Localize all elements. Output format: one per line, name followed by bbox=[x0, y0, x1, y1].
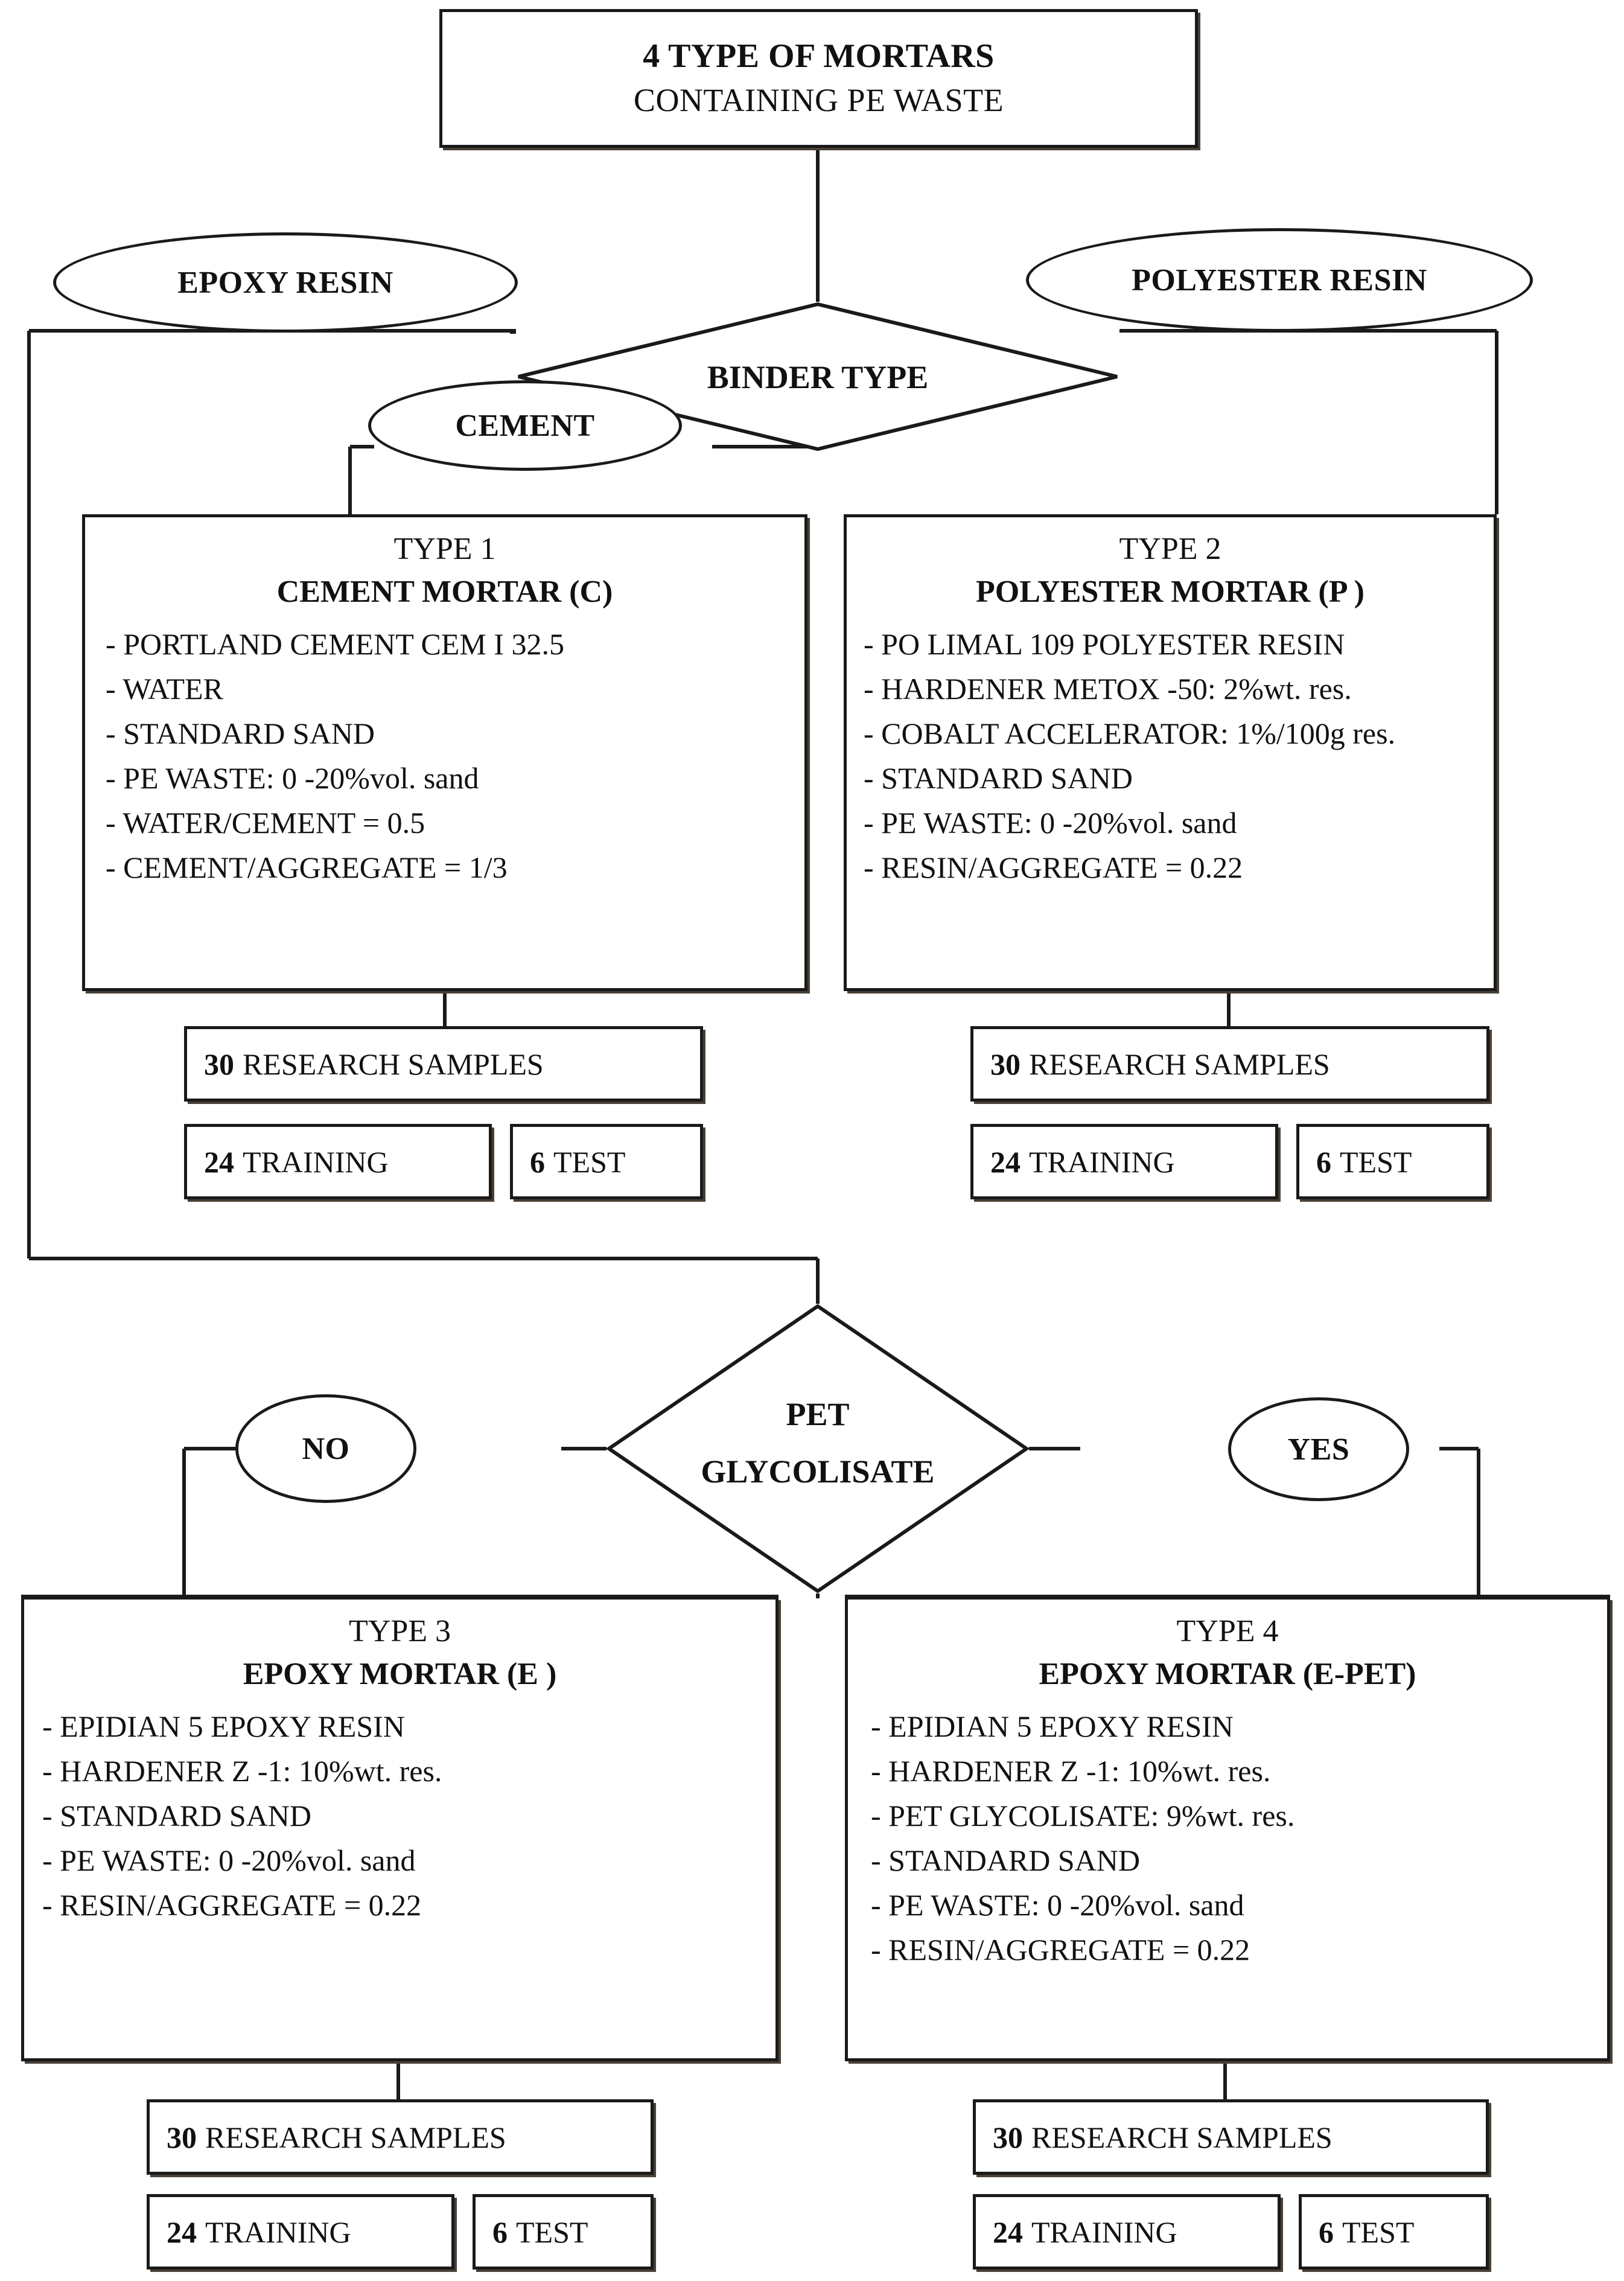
type-2-heading: TYPE 2 bbox=[1119, 532, 1221, 566]
option-no[interactable] bbox=[235, 1394, 416, 1503]
type-4-item-list bbox=[848, 1704, 1607, 1972]
list-item: - PO LIMAL 109 POLYESTER RESIN bbox=[864, 627, 1345, 661]
type-1-heading: TYPE 1 bbox=[393, 532, 496, 566]
decision-pet-label-line-1: PET bbox=[786, 1396, 850, 1432]
type-3-test-label: TEST bbox=[516, 2215, 588, 2249]
type-1-panel bbox=[82, 514, 807, 991]
option-polyester-resin-label: POLYESTER RESIN bbox=[1132, 263, 1427, 298]
type-4-panel bbox=[845, 1597, 1610, 2061]
decision-pet-glycolisate bbox=[607, 1304, 1029, 1594]
list-item: - STANDARD SAND bbox=[42, 1798, 312, 1833]
option-cement-label: CEMENT bbox=[455, 408, 595, 443]
type-4-samples-label: RESEARCH SAMPLES bbox=[1031, 2120, 1333, 2154]
type-3-item-list bbox=[24, 1704, 775, 1927]
list-item: - HARDENER Z -1: 10%wt. res. bbox=[871, 1753, 1271, 1788]
type-1-training-box bbox=[184, 1124, 492, 1199]
type-3-test-box bbox=[473, 2194, 654, 2270]
type-3-training-box bbox=[147, 2194, 454, 2270]
list-item: - RESIN/AGGREGATE = 0.22 bbox=[871, 1932, 1250, 1967]
type-4-name: EPOXY MORTAR (E-PET) bbox=[1039, 1657, 1416, 1692]
type-4-training-label: TRAINING bbox=[1031, 2215, 1177, 2249]
list-item: - PET GLYCOLISATE: 9%wt. res. bbox=[871, 1798, 1295, 1833]
list-item: - PE WASTE: 0 -20%vol. sand bbox=[864, 805, 1237, 840]
type-2-item-list bbox=[847, 622, 1494, 890]
title-line-1: 4 TYPE OF MORTARS bbox=[643, 37, 995, 75]
type-1-samples-count: 30 bbox=[204, 1047, 234, 1081]
type-1-item-list bbox=[85, 622, 804, 890]
decision-binder-type-label: BINDER TYPE bbox=[707, 359, 929, 395]
option-yes-label: YES bbox=[1287, 1432, 1350, 1467]
title-box bbox=[439, 9, 1198, 148]
option-epoxy-resin-label: EPOXY RESIN bbox=[177, 265, 393, 300]
type-2-panel bbox=[844, 514, 1497, 991]
list-item: - PORTLAND CEMENT CEM I 32.5 bbox=[106, 627, 564, 661]
type-2-test-box bbox=[1296, 1124, 1489, 1199]
type-1-training-count: 24 bbox=[204, 1144, 234, 1179]
list-item: - EPIDIAN 5 EPOXY RESIN bbox=[42, 1709, 405, 1743]
type-3-samples-label: RESEARCH SAMPLES bbox=[205, 2120, 506, 2154]
list-item: - PE WASTE: 0 -20%vol. sand bbox=[42, 1843, 416, 1877]
type-2-test-count: 6 bbox=[1316, 1144, 1331, 1179]
type-1-test-label: TEST bbox=[553, 1144, 626, 1179]
option-polyester-resin[interactable] bbox=[1026, 228, 1533, 332]
option-no-label: NO bbox=[302, 1431, 350, 1466]
option-epoxy-resin[interactable] bbox=[53, 232, 518, 333]
type-2-samples-box bbox=[970, 1026, 1489, 1102]
type-3-samples-box bbox=[147, 2099, 654, 2175]
list-item: - STANDARD SAND bbox=[106, 716, 375, 750]
type-4-test-label: TEST bbox=[1342, 2215, 1415, 2249]
type-3-training-label: TRAINING bbox=[205, 2215, 351, 2249]
type-4-training-count: 24 bbox=[993, 2215, 1023, 2249]
type-3-heading: TYPE 3 bbox=[349, 1614, 451, 1648]
type-4-samples-count: 30 bbox=[993, 2120, 1023, 2154]
list-item: - WATER bbox=[106, 671, 223, 706]
type-4-samples-box bbox=[973, 2099, 1489, 2175]
type-3-panel bbox=[21, 1597, 779, 2061]
type-4-test-box bbox=[1299, 2194, 1489, 2270]
list-item: - WATER/CEMENT = 0.5 bbox=[106, 805, 425, 840]
type-1-name: CEMENT MORTAR (C) bbox=[276, 575, 613, 610]
type-2-test-label: TEST bbox=[1340, 1144, 1412, 1179]
type-1-test-count: 6 bbox=[530, 1144, 545, 1179]
list-item: - PE WASTE: 0 -20%vol. sand bbox=[871, 1887, 1244, 1922]
list-item: - STANDARD SAND bbox=[871, 1843, 1141, 1877]
type-2-name: POLYESTER MORTAR (P ) bbox=[976, 575, 1364, 610]
list-item: - STANDARD SAND bbox=[864, 761, 1133, 795]
decision-pet-label-line-2: GLYCOLISATE bbox=[701, 1453, 935, 1490]
type-3-training-count: 24 bbox=[167, 2215, 197, 2249]
type-4-heading: TYPE 4 bbox=[1176, 1614, 1279, 1648]
list-item: - EPIDIAN 5 EPOXY RESIN bbox=[871, 1709, 1234, 1743]
type-1-training-label: TRAINING bbox=[243, 1144, 389, 1179]
type-3-samples-count: 30 bbox=[167, 2120, 197, 2154]
type-2-training-box bbox=[970, 1124, 1278, 1199]
list-item: - RESIN/AGGREGATE = 0.22 bbox=[42, 1887, 422, 1922]
type-1-samples-box bbox=[184, 1026, 703, 1102]
list-item: - RESIN/AGGREGATE = 0.22 bbox=[864, 850, 1243, 884]
type-4-training-box bbox=[973, 2194, 1281, 2270]
type-3-test-count: 6 bbox=[492, 2215, 508, 2249]
type-4-test-count: 6 bbox=[1319, 2215, 1334, 2249]
type-1-samples-label: RESEARCH SAMPLES bbox=[243, 1047, 544, 1081]
type-2-training-count: 24 bbox=[990, 1144, 1021, 1179]
list-item: - CEMENT/AGGREGATE = 1/3 bbox=[106, 850, 508, 884]
type-2-samples-count: 30 bbox=[990, 1047, 1021, 1081]
type-2-samples-label: RESEARCH SAMPLES bbox=[1029, 1047, 1330, 1081]
type-2-training-label: TRAINING bbox=[1029, 1144, 1175, 1179]
list-item: - HARDENER Z -1: 10%wt. res. bbox=[42, 1753, 442, 1788]
list-item: - HARDENER METOX -50: 2%wt. res. bbox=[864, 671, 1352, 706]
title-line-2: CONTAINING PE WASTE bbox=[633, 82, 1004, 119]
list-item: - PE WASTE: 0 -20%vol. sand bbox=[106, 761, 479, 795]
list-item: - COBALT ACCELERATOR: 1%/100g res. bbox=[864, 716, 1396, 750]
option-cement[interactable] bbox=[368, 380, 682, 471]
option-yes[interactable] bbox=[1228, 1397, 1409, 1501]
type-3-name: EPOXY MORTAR (E ) bbox=[243, 1657, 557, 1692]
type-1-test-box bbox=[510, 1124, 703, 1199]
